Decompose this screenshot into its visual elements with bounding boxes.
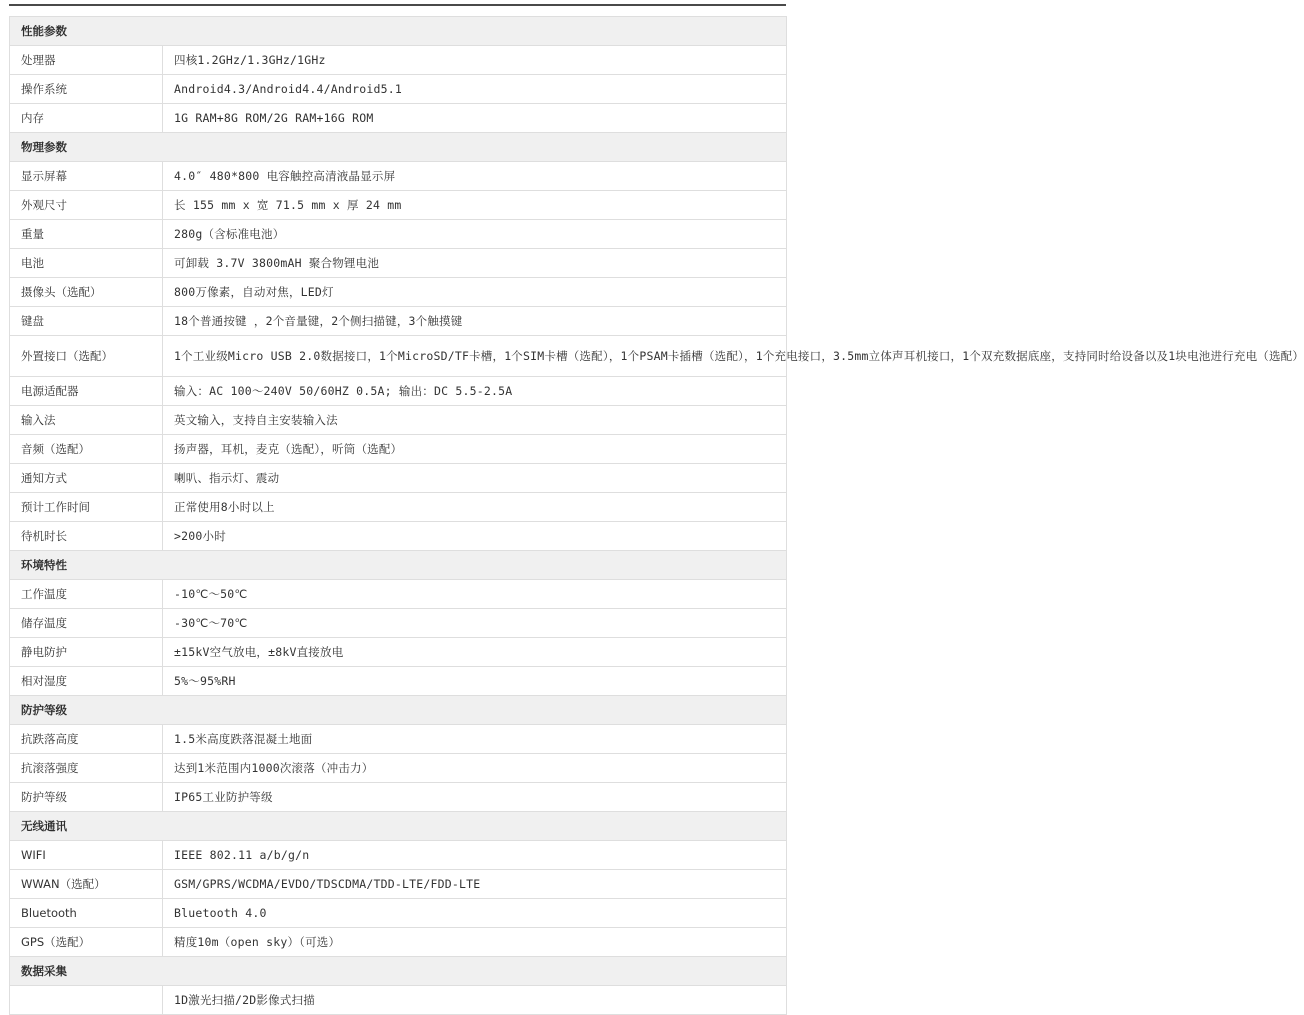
section-title: 环境特性 bbox=[10, 551, 787, 580]
spec-label: 电源适配器 bbox=[10, 377, 163, 406]
spec-value: 1G RAM+8G ROM/2G RAM+16G ROM bbox=[163, 104, 787, 133]
spec-value: 1.5米高度跌落混凝土地面 bbox=[163, 725, 787, 754]
section-header bbox=[10, 812, 787, 841]
spec-value: 1个工业级Micro USB 2.0数据接口，1个MicroSD/TF卡槽，1个SIM卡槽（选配），1个PSAM卡插槽（选配），1个充电接口，3.5mm立体声耳机接口，1个双充数据底座，支持同时给设备以及1块电池进行充电（选配） bbox=[163, 336, 787, 377]
spec-value: 喇叭、指示灯、震动 bbox=[163, 464, 787, 493]
section-header bbox=[10, 551, 787, 580]
spec-label: 处理器 bbox=[10, 46, 163, 75]
table-row bbox=[10, 754, 787, 783]
spec-label: 待机时长 bbox=[10, 522, 163, 551]
spec-label: 键盘 bbox=[10, 307, 163, 336]
table-row bbox=[10, 986, 787, 1015]
spec-value: 达到1米范围内1000次滚落（冲击力） bbox=[163, 754, 787, 783]
table-row bbox=[10, 435, 787, 464]
section-header bbox=[10, 957, 787, 986]
spec-value: 正常使用8小时以上 bbox=[163, 493, 787, 522]
spec-value: 扬声器，耳机，麦克（选配），听筒（选配） bbox=[163, 435, 787, 464]
spec-value: 长 155 mm x 宽 71.5 mm x 厚 24 mm bbox=[163, 191, 787, 220]
spec-value: 1D激光扫描/2D影像式扫描 bbox=[163, 986, 787, 1015]
spec-value: 英文输入，支持自主安装输入法 bbox=[163, 406, 787, 435]
table-row bbox=[10, 725, 787, 754]
spec-label: 音频（选配） bbox=[10, 435, 163, 464]
spec-value: 18个普通按键 ，2个音量键，2个侧扫描键，3个触摸键 bbox=[163, 307, 787, 336]
section-title: 性能参数 bbox=[10, 17, 787, 46]
spec-label: 输入法 bbox=[10, 406, 163, 435]
spec-value: Android4.3/Android4.4/Android5.1 bbox=[163, 75, 787, 104]
table-row bbox=[10, 220, 787, 249]
spec-label: WIFI bbox=[10, 841, 163, 870]
section-title: 物理参数 bbox=[10, 133, 787, 162]
table-row bbox=[10, 928, 787, 957]
table-row bbox=[10, 870, 787, 899]
spec-label: GPS（选配） bbox=[10, 928, 163, 957]
spec-label: 预计工作时间 bbox=[10, 493, 163, 522]
table-row bbox=[10, 667, 787, 696]
spec-value: 4.0″ 480*800 电容触控高清液晶显示屏 bbox=[163, 162, 787, 191]
spec-label: 相对湿度 bbox=[10, 667, 163, 696]
table-row bbox=[10, 278, 787, 307]
spec-label: 静电防护 bbox=[10, 638, 163, 667]
spec-label: 通知方式 bbox=[10, 464, 163, 493]
spec-label: 内存 bbox=[10, 104, 163, 133]
table-row bbox=[10, 191, 787, 220]
table-row bbox=[10, 464, 787, 493]
spec-label: 操作系统 bbox=[10, 75, 163, 104]
section-title: 无线通讯 bbox=[10, 812, 787, 841]
spec-label: 重量 bbox=[10, 220, 163, 249]
table-row bbox=[10, 638, 787, 667]
spec-value: 280g（含标准电池） bbox=[163, 220, 787, 249]
spec-label bbox=[10, 986, 163, 1015]
top-divider bbox=[9, 4, 786, 6]
spec-value: 可卸载 3.7V 3800mAH 聚合物锂电池 bbox=[163, 249, 787, 278]
table-row bbox=[10, 899, 787, 928]
section-title: 防护等级 bbox=[10, 696, 787, 725]
table-row bbox=[10, 249, 787, 278]
spec-value: IEEE 802.11 a/b/g/n bbox=[163, 841, 787, 870]
table-row bbox=[10, 609, 787, 638]
section-header bbox=[10, 133, 787, 162]
table-row bbox=[10, 104, 787, 133]
spec-value: GSM/GPRS/WCDMA/EVDO/TDSCDMA/TDD-LTE/FDD-LTE bbox=[163, 870, 787, 899]
spec-label: 抗滚落强度 bbox=[10, 754, 163, 783]
spec-label: Bluetooth bbox=[10, 899, 163, 928]
table-row bbox=[10, 841, 787, 870]
table-row bbox=[10, 46, 787, 75]
section-title: 数据采集 bbox=[10, 957, 787, 986]
table-row bbox=[10, 75, 787, 104]
spec-value: -30℃～70℃ bbox=[163, 609, 787, 638]
spec-label: 外置接口（选配） bbox=[10, 336, 163, 377]
table-row bbox=[10, 493, 787, 522]
section-header bbox=[10, 17, 787, 46]
table-row bbox=[10, 377, 787, 406]
spec-value: IP65工业防护等级 bbox=[163, 783, 787, 812]
spec-label: 显示屏幕 bbox=[10, 162, 163, 191]
spec-label: 电池 bbox=[10, 249, 163, 278]
table-row bbox=[10, 336, 787, 377]
spec-value: 精度10m（open sky）（可选） bbox=[163, 928, 787, 957]
section-header bbox=[10, 696, 787, 725]
spec-label: 外观尺寸 bbox=[10, 191, 163, 220]
table-row bbox=[10, 580, 787, 609]
spec-value: >200小时 bbox=[163, 522, 787, 551]
table-row bbox=[10, 522, 787, 551]
spec-label: 防护等级 bbox=[10, 783, 163, 812]
spec-value: -10℃～50℃ bbox=[163, 580, 787, 609]
spec-value: ±15kV空气放电，±8kV直接放电 bbox=[163, 638, 787, 667]
spec-value: 5%～95%RH bbox=[163, 667, 787, 696]
table-row bbox=[10, 162, 787, 191]
table-row bbox=[10, 783, 787, 812]
spec-table bbox=[9, 16, 1304, 1015]
spec-label: 摄像头（选配） bbox=[10, 278, 163, 307]
spec-label: 工作温度 bbox=[10, 580, 163, 609]
spec-value: 四核1.2GHz/1.3GHz/1GHz bbox=[163, 46, 787, 75]
spec-value: 输入：AC 100～240V 50/60HZ 0.5A; 输出：DC 5.5-2.5A bbox=[163, 377, 787, 406]
table-row bbox=[10, 406, 787, 435]
spec-label: 储存温度 bbox=[10, 609, 163, 638]
spec-value: 800万像素，自动对焦，LED灯 bbox=[163, 278, 787, 307]
spec-value: Bluetooth 4.0 bbox=[163, 899, 787, 928]
table-row bbox=[10, 307, 787, 336]
spec-label: 抗跌落高度 bbox=[10, 725, 163, 754]
spec-label: WWAN（选配） bbox=[10, 870, 163, 899]
